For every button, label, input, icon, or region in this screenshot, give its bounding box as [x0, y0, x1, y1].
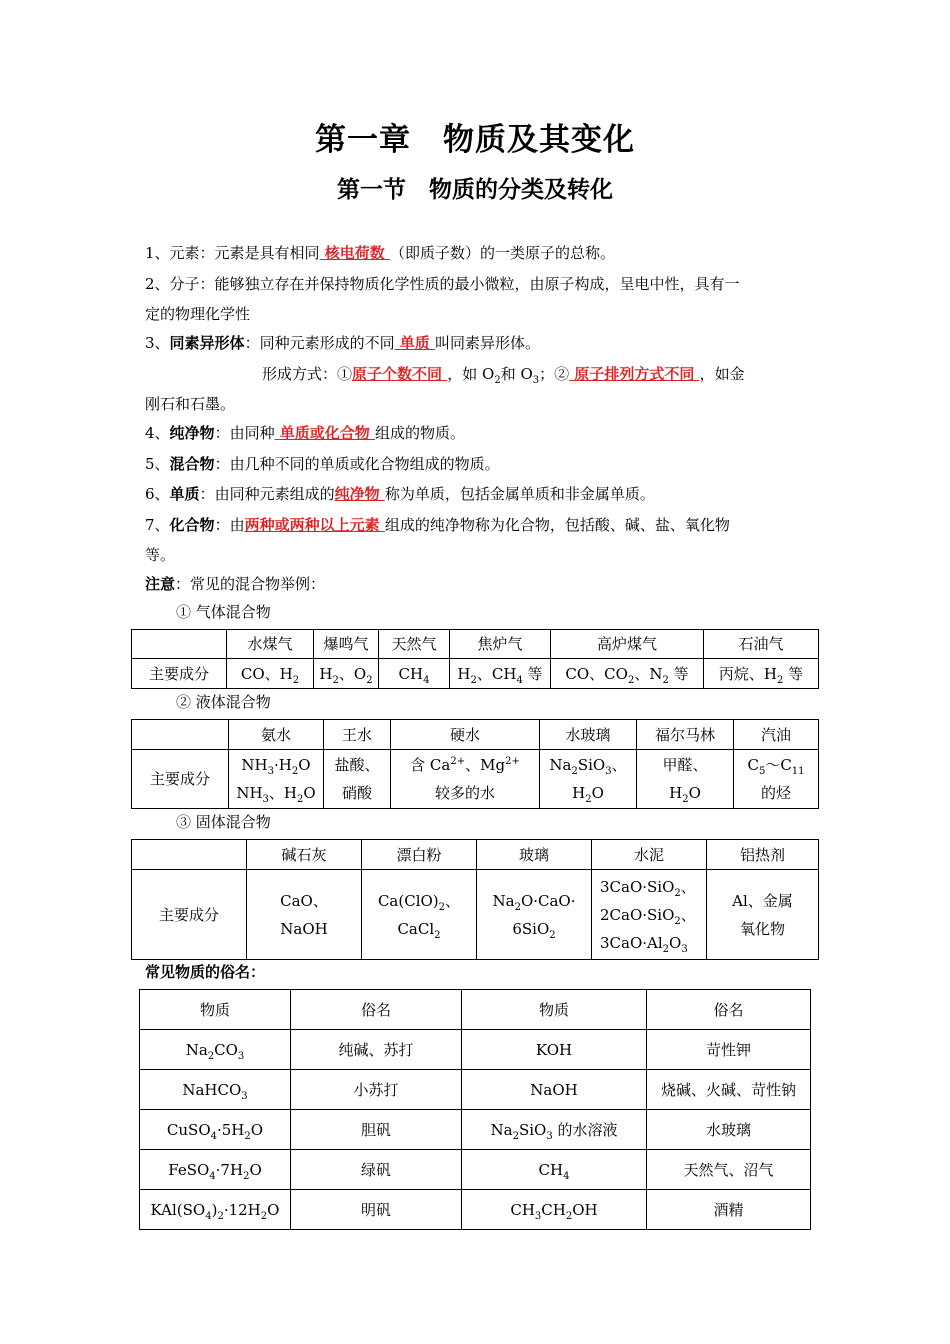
solid-mixture-label: ③ 固体混合物	[176, 813, 271, 831]
common-names-label: 常见物质的俗名：	[145, 963, 266, 981]
item-3-formation: 形成方式：①原子个数不同 ，如 $O_2$和 $O_3$；② 原子排列方式不同 ，如金	[262, 365, 745, 386]
table-header: 爆鸣气	[314, 630, 379, 659]
table-header: 水泥	[592, 840, 707, 870]
table-header: 水玻璃	[540, 720, 637, 750]
table-header: 玻璃	[477, 840, 592, 870]
chapter-title: 第一章 物质及其变化	[315, 122, 635, 158]
table-header: 碱石灰	[247, 840, 362, 870]
table-header: 俗名	[291, 990, 462, 1030]
table-header: 硬水	[391, 720, 540, 750]
table-header: 氨水	[229, 720, 324, 750]
common-names-table	[139, 989, 811, 1230]
item-7: 7、化合物：由两种或两种以上元素 组成的纯净物称为化合物，包括酸、碱、盐、氧化物	[145, 516, 730, 534]
table-cell: $Na_2SiO_3$、 $H_2O$	[540, 750, 637, 809]
answer-blank: 原子个数不同	[352, 365, 448, 383]
table-cell: 丙烷、$H_2$ 等	[704, 659, 819, 689]
table-header: 物质	[140, 990, 291, 1030]
answer-blank: 纯净物	[334, 485, 385, 503]
item-3: 3、同素异形体：同种元素形成的不同 单质 叫同素异形体。	[145, 334, 541, 352]
table-cell: $H_2$、$O_2$	[314, 659, 379, 689]
liquid-mixture-label: ② 液体混合物	[176, 693, 271, 711]
table-cell: Al、金属 氧化物	[707, 870, 819, 960]
liquid-mixture-table	[131, 719, 819, 809]
table-header: 水煤气	[227, 630, 314, 659]
answer-blank: 两种或两种以上元素	[244, 516, 385, 534]
table-cell: 3CaO·SiO$_2$、 2CaO·SiO$_2$、 $3CaO\cdot Al_2O_3$	[592, 870, 707, 960]
gas-mixture-label: ① 气体混合物	[176, 603, 271, 621]
table-row: $KAl(SO_4)_2\cdot 12H_2O$ 明矾 $CH_3CH_2OH$ 酒精	[140, 1190, 811, 1230]
table-header: 漂白粉	[362, 840, 477, 870]
item-5: 5、混合物：由几种不同的单质或化合物组成的物质。	[145, 455, 500, 473]
item-3-line3: 刚石和石墨。	[145, 395, 236, 413]
table-row: NaHCO$_3$ 小苏打 NaOH 烧碱、火碱、苛性钠	[140, 1070, 811, 1110]
row-label: 主要成分	[132, 750, 229, 809]
answer-blank: 单质	[394, 334, 436, 352]
table-header: 天然气	[379, 630, 450, 659]
item-1: 1、元素：元素是具有相同 核电荷数 （即质子数）的一类原子的总称。	[145, 244, 616, 262]
table-header: 俗名	[647, 990, 811, 1030]
table-header: 焦炉气	[450, 630, 551, 659]
answer-blank: 原子排列方式不同	[569, 365, 700, 383]
table-cell: $NH_3\cdot H_2O$ $NH_3$、$H_2O$	[229, 750, 324, 809]
row-label: 主要成分	[132, 659, 227, 689]
table-row: $CuSO_4\cdot 5H_2O$ 胆矾 $Na_2SiO_3$ 的水溶液 水玻璃	[140, 1110, 811, 1150]
solid-mixture-table	[131, 839, 819, 960]
note: 注意：常见的混合物举例：	[145, 575, 326, 593]
item-7-line2: 等。	[145, 546, 176, 564]
table-cell: $CH_4$	[379, 659, 450, 689]
table-cell: CaO、 NaOH	[247, 870, 362, 960]
answer-blank: 核电荷数	[319, 244, 390, 262]
table-header: 福尔马林	[637, 720, 734, 750]
item-4: 4、纯净物：由同种 单质或化合物 组成的物质。	[145, 424, 466, 442]
item-6: 6、单质：由同种元素组成的纯净物 称为单质，包括金属单质和非金属单质。	[145, 485, 655, 503]
row-label: 主要成分	[132, 870, 247, 960]
table-header: 王水	[324, 720, 391, 750]
table-cell: 甲醛、 $H_2O$	[637, 750, 734, 809]
table-cell: $Na_2O\cdot CaO\cdot$ 6SiO$_2$	[477, 870, 592, 960]
section-title: 第一节 物质的分类及转化	[337, 177, 613, 203]
table-cell: CO、$H_2$	[227, 659, 314, 689]
table-header: 铝热剂	[707, 840, 819, 870]
table-header: 高炉煤气	[551, 630, 704, 659]
table-cell: $Ca(ClO)_2$、 CaCl$_2$	[362, 870, 477, 960]
item-2-line2: 定的物理化学性	[145, 305, 251, 323]
table-header: 石油气	[704, 630, 819, 659]
answer-blank: 单质或化合物	[274, 424, 376, 442]
table-cell: CO、$CO_2$、$N_2$ 等	[551, 659, 704, 689]
table-row: $FeSO_4\cdot 7H_2O$ 绿矾 $CH_4$ 天然气、沼气	[140, 1150, 811, 1190]
gas-mixture-table	[131, 629, 819, 689]
table-cell: 盐酸、 硝酸	[324, 750, 391, 809]
table-cell: 含 $Ca^{2+}$、$Mg^{2+}$ 较多的水	[391, 750, 540, 809]
table-row: $Na_2CO_3$ 纯碱、苏打 KOH 苛性钾	[140, 1030, 811, 1070]
table-header: 物质	[462, 990, 647, 1030]
table-cell: $C_5\sim C_{11}$ 的烃	[734, 750, 819, 809]
table-header: 汽油	[734, 720, 819, 750]
item-2-line1: 2、分子：能够独立存在并保持物质化学性质的最小微粒，由原子构成，呈电中性，具有一	[145, 275, 740, 293]
table-cell: $H_2$、$CH_4$ 等	[450, 659, 551, 689]
